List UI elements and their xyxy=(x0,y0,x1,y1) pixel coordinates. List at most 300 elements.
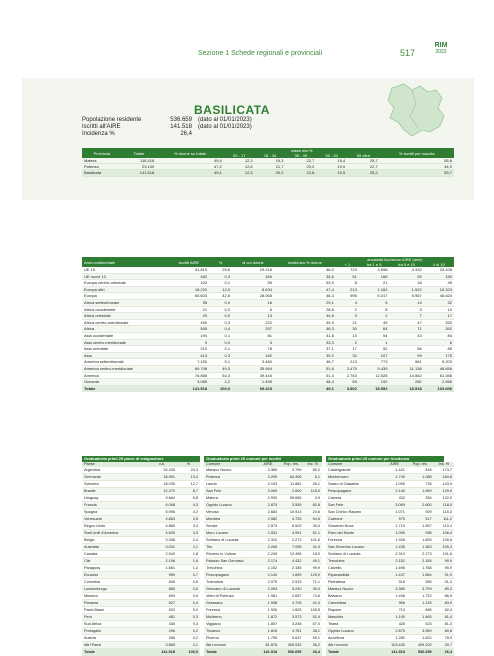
table-cell: 0,4 xyxy=(177,599,200,606)
table-cell: 818 xyxy=(407,467,434,474)
table-cell: 26,1 xyxy=(304,480,322,487)
table-cell: 107 xyxy=(359,352,390,359)
table-cell: 12,3 xyxy=(224,170,255,176)
table-cell: 2.152 xyxy=(382,557,407,564)
table-cell: 1.421 xyxy=(382,467,407,474)
countries-ranking-table xyxy=(82,462,200,656)
table-cell: 160,8 xyxy=(434,473,454,480)
table-row xyxy=(326,648,454,655)
table-row xyxy=(82,326,454,333)
table-cell: 713 xyxy=(382,606,407,613)
table-row xyxy=(82,313,454,320)
table-cell: 18.035 xyxy=(147,480,177,487)
table-cell: 210 xyxy=(169,346,209,353)
table-row xyxy=(82,620,200,627)
table-cell: Totale xyxy=(326,648,382,655)
municipalities-incidence-body xyxy=(326,467,454,656)
table-cell: 99 xyxy=(389,352,423,359)
table-cell: 0,2 xyxy=(177,627,200,634)
table-cell: 103.430 xyxy=(382,641,407,648)
table-cell: 2.540 xyxy=(147,550,177,557)
table-cell: 4.728 xyxy=(279,599,303,606)
table-cell: 22,8 xyxy=(285,170,316,176)
table-row xyxy=(204,522,322,529)
table-cell: 3.389 xyxy=(382,585,407,592)
table-cell: Asia orientale xyxy=(82,346,169,353)
table-cell: 48,7 xyxy=(274,359,336,366)
table-row xyxy=(82,543,200,550)
table-caption: Graduatoria primi 25 comuni per iscritti xyxy=(204,456,322,462)
table-cell: Regno Unito xyxy=(82,522,147,529)
table-cell: Asia xyxy=(82,352,169,359)
table-cell: 0,0 xyxy=(209,306,232,313)
table-cell: 52 xyxy=(359,346,390,353)
table-row xyxy=(204,529,322,536)
table-cell: 12.270 xyxy=(147,487,177,494)
table-cell: 143,9 xyxy=(434,480,454,487)
table-row xyxy=(82,385,454,392)
table-row xyxy=(204,648,322,655)
table-cell: 1.465 xyxy=(407,613,434,620)
table-cell: 175 xyxy=(424,352,454,359)
table-cell: 1.815 xyxy=(257,627,279,634)
table-cell: 432 xyxy=(382,494,407,501)
table-cell: 0,4 xyxy=(209,326,232,333)
table-cell: 4.609 xyxy=(147,529,177,536)
table-cell: 3.799 xyxy=(407,585,434,592)
table-row xyxy=(82,480,200,487)
table-cell: 12.496 xyxy=(279,550,303,557)
table-cell: Lauria xyxy=(204,480,257,487)
table-cell: 2.600 xyxy=(407,501,434,508)
table-cell: 3.799 xyxy=(279,467,303,474)
table-cell: 2.875 xyxy=(382,627,407,634)
table-row xyxy=(326,543,454,550)
fact-row xyxy=(82,131,192,137)
table-cell: 91,9 xyxy=(434,571,454,578)
table-cell: 3 xyxy=(389,306,423,313)
table-cell: 5.203 xyxy=(424,359,454,366)
table-row xyxy=(204,564,322,571)
table-row xyxy=(82,280,454,287)
table-cell: 5.017 xyxy=(359,293,390,300)
table-cell: 2.196 xyxy=(147,557,177,564)
fact-label: Iscritti all'AIRE xyxy=(82,124,121,130)
fact-row xyxy=(82,117,252,123)
table-cell: Sotriano di Lucania xyxy=(326,550,382,557)
table-cell: 461 xyxy=(147,613,177,620)
table-cell: 7 xyxy=(389,313,423,320)
table-cell: 43 xyxy=(389,332,423,339)
table-cell: Austria xyxy=(82,634,147,641)
table-cell: 1.768 xyxy=(407,564,434,571)
table-cell: Brasile xyxy=(82,487,147,494)
col-header: Pop. res. xyxy=(279,462,303,467)
table-cell: 4.432 xyxy=(279,557,303,564)
table-cell: 5.240 xyxy=(279,585,303,592)
table-row xyxy=(326,494,454,501)
table-cell: 1.437 xyxy=(382,571,407,578)
table-cell: 150 xyxy=(424,273,454,280)
table-row xyxy=(82,365,454,372)
table-cell: 555 xyxy=(169,326,209,333)
table-cell: 2.582 xyxy=(257,515,279,522)
col-header: 50 - 64 xyxy=(316,153,347,158)
table-cell: 29,1 xyxy=(274,299,336,306)
table-cell: 54,3 xyxy=(209,372,232,379)
rim-logo xyxy=(427,42,455,62)
col-header: Iscritti AIRE xyxy=(169,257,209,267)
table-cell: Stati Uniti d'America xyxy=(82,529,147,536)
table-row xyxy=(204,473,322,480)
table-cell: 81.878 xyxy=(257,641,279,648)
table-cell: 9.664 xyxy=(147,494,177,501)
table-cell: 13,4 xyxy=(177,473,200,480)
table-cell: 3.248 xyxy=(279,620,303,627)
table-cell: 129,0 xyxy=(304,571,322,578)
table-cell: Potenza xyxy=(204,473,257,480)
table-row xyxy=(82,319,454,326)
table-row xyxy=(204,578,322,585)
table-cell: 0,6 xyxy=(177,585,200,592)
table-cell: 46,3 xyxy=(274,293,336,300)
table-cell: 2,4 xyxy=(177,536,200,543)
table-cell xyxy=(389,339,423,346)
table-cell: 6 xyxy=(424,339,454,346)
table-cell: 1.071 xyxy=(382,508,407,515)
table-cell: Rionero in Vulture xyxy=(204,550,257,557)
table-cell: 28.065 xyxy=(232,293,274,300)
table-cell: 49,4 xyxy=(156,158,224,164)
table-cell: 173,7 xyxy=(434,467,454,474)
table-cell: Cile xyxy=(82,557,147,564)
table-cell: 55 xyxy=(169,299,209,306)
table-cell: 91,3 xyxy=(434,578,454,585)
table-cell: 4.761 xyxy=(279,627,303,634)
table-cell: 1.926 xyxy=(382,536,407,543)
table-row xyxy=(326,641,454,648)
table-cell: 59 xyxy=(336,379,359,386)
table-cell: Matera xyxy=(82,158,122,164)
table-cell: 9 xyxy=(169,339,209,346)
table-cell: 76.858 xyxy=(169,372,209,379)
table-cell: Picerno xyxy=(204,634,257,641)
table-cell: 55,6 xyxy=(380,158,454,164)
table-cell: 10 xyxy=(424,306,454,313)
table-cell: 2,2 xyxy=(209,379,232,386)
table-cell: 435 xyxy=(147,620,177,627)
table-cell: 516 xyxy=(382,578,407,585)
table-cell: 536.659 xyxy=(279,648,303,655)
table-cell: 2.174 xyxy=(257,557,279,564)
table-cell: 47,2 xyxy=(156,164,224,170)
table-cell: 3.573 xyxy=(279,613,303,620)
table-cell: Calvello xyxy=(326,564,382,571)
table-row xyxy=(326,515,454,522)
basilicata-map-icon xyxy=(382,80,452,140)
table-cell: 845 xyxy=(147,578,177,585)
page-number: 517 xyxy=(400,48,416,58)
table-cell: 44,8 xyxy=(274,313,336,320)
table-cell: 2.531 xyxy=(257,529,279,536)
table-cell: 3 xyxy=(336,313,359,320)
table-cell: 354 xyxy=(407,494,434,501)
table-cell: 55 xyxy=(232,280,274,287)
table-cell: 0,4 xyxy=(177,606,200,613)
table-cell: 0,0 xyxy=(209,299,232,306)
table-cell: 71 xyxy=(389,326,423,333)
table-cell: 19,3 xyxy=(255,158,286,164)
countries-ranking-body xyxy=(82,467,200,656)
table-cell: 26,4 xyxy=(434,648,454,655)
col-header: tra 1 e 5 xyxy=(359,262,390,267)
table-cell: 5,1 xyxy=(209,359,232,366)
table-row xyxy=(82,352,454,359)
document-page xyxy=(22,28,474,654)
table-cell: 110,4 xyxy=(434,522,454,529)
table-cell: Calvera xyxy=(326,494,382,501)
table-row xyxy=(326,564,454,571)
table-row xyxy=(204,585,322,592)
table-cell: 28,6 xyxy=(274,306,336,313)
table-cell: Asia occidentale xyxy=(82,332,169,339)
table-cell: 19,9 xyxy=(316,164,347,170)
table-cell: Vietri di Potenza xyxy=(204,592,257,599)
continent-table-body xyxy=(82,267,454,392)
table-cell: 0,3 xyxy=(177,613,200,620)
table-cell: Paesi Bassi xyxy=(82,606,147,613)
table-cell: Palazzo San Gervasio xyxy=(204,557,257,564)
municipalities-registered-table xyxy=(204,462,322,656)
table-cell: 12.528 xyxy=(359,372,390,379)
table-cell: 129,0 xyxy=(434,487,454,494)
table-cell: Svizzera xyxy=(82,480,147,487)
table-cell: 2.573 xyxy=(257,522,279,529)
table-cell: 49 xyxy=(359,319,390,326)
table-cell: 18.991 xyxy=(147,473,177,480)
table-cell: Forenza xyxy=(326,536,382,543)
table-cell: Matera xyxy=(204,494,257,501)
table-row xyxy=(326,522,454,529)
table-cell: 31,9 xyxy=(304,543,322,550)
table-cell: 2.075 xyxy=(257,578,279,585)
table-cell: 2.152 xyxy=(257,564,279,571)
table-cell: 527 xyxy=(147,599,177,606)
table-cell: Potenza xyxy=(82,164,122,170)
table-cell: 51,3 xyxy=(274,372,336,379)
table-cell: 961 xyxy=(389,359,423,366)
table-cell: UE nuovi 13 xyxy=(82,273,169,280)
table-cell: 2.600 xyxy=(279,487,303,494)
table-cell: 2.249 xyxy=(257,550,279,557)
table-cell: 773 xyxy=(359,359,390,366)
table-row xyxy=(82,293,454,300)
table-cell: Balvano xyxy=(326,592,382,599)
table-cell: 5.996 xyxy=(147,508,177,515)
table-cell: 213 xyxy=(336,359,359,366)
table-cell: 21 xyxy=(359,280,390,287)
table-cell: Perù xyxy=(82,613,147,620)
table-cell: 141.518 xyxy=(257,648,279,655)
table-cell: Forenza xyxy=(204,606,257,613)
table-row xyxy=(326,571,454,578)
table-cell: Australia xyxy=(82,543,147,550)
table-cell: 1.981 xyxy=(257,592,279,599)
table-cell: 1.938 xyxy=(257,599,279,606)
table-cell: San Chirico Raparo xyxy=(326,508,382,515)
table-cell: 482 xyxy=(169,273,209,280)
table-cell: 7.150 xyxy=(169,359,209,366)
table-cell: 35.964 xyxy=(232,365,274,372)
table-cell: 105,5 xyxy=(304,606,322,613)
table-cell: 2.273 xyxy=(279,536,303,543)
table-cell: Marsico Nuovo xyxy=(326,585,382,592)
table-cell: 57,0 xyxy=(304,620,322,627)
table-cell: 213 xyxy=(336,286,359,293)
table-cell: 12,6 xyxy=(224,164,255,170)
table-row xyxy=(82,273,454,280)
table-cell: Sud Africa xyxy=(82,620,147,627)
table-cell: 2.155 xyxy=(407,557,434,564)
table-cell: Venezuela xyxy=(82,515,147,522)
table-cell: 100,0 xyxy=(177,648,200,655)
table-cell: 166 xyxy=(359,273,390,280)
table-cell: 51 xyxy=(336,273,359,280)
table-cell: Trecchina xyxy=(204,564,257,571)
table-row xyxy=(82,339,454,346)
table-cell: Messico xyxy=(82,592,147,599)
table-cell: 2.763 xyxy=(336,372,359,379)
table-cell: 3.802 xyxy=(336,385,359,392)
table-cell: 1.696 xyxy=(382,564,407,571)
col-header: ≥ di 10 xyxy=(424,262,454,267)
table-cell: 95 xyxy=(389,273,423,280)
table-cell: Colombia xyxy=(82,578,147,585)
table-cell: 102 xyxy=(169,280,209,287)
table-cell: Montemurro xyxy=(326,473,382,480)
table-cell: 32 xyxy=(336,352,359,359)
table-row xyxy=(82,571,200,578)
table-cell: Teana xyxy=(326,620,382,627)
table-cell: 45 xyxy=(424,280,454,287)
table-cell: 1.055 xyxy=(382,480,407,487)
table-cell: 6.529 xyxy=(279,522,303,529)
table-cell: 38,1 xyxy=(304,627,322,634)
table-cell: 2.556 xyxy=(424,379,454,386)
table-row xyxy=(82,592,200,599)
table-cell: Paraguay xyxy=(82,564,147,571)
table-row xyxy=(82,557,200,564)
table-cell: 84 xyxy=(424,332,454,339)
table-cell: 29,6 xyxy=(209,267,232,273)
table-cell: 7.095 xyxy=(279,543,303,550)
table-cell: Cancellara xyxy=(326,599,382,606)
table-cell: 33,3 xyxy=(274,339,336,346)
table-cell: 0,5 xyxy=(177,592,200,599)
fact-value: 536.659 xyxy=(170,117,192,123)
col-header: 35 - 49 xyxy=(285,153,316,158)
group-header: classi età % xyxy=(224,148,380,153)
table-cell: San Severino Lucano xyxy=(326,543,382,550)
table-cell: Muro Lucano xyxy=(204,529,257,536)
table-cell: 3,4 xyxy=(177,522,200,529)
table-cell: 41,8 xyxy=(274,332,336,339)
table-row xyxy=(82,346,454,353)
col-header: 00 - 17 xyxy=(224,153,255,158)
table-cell: Asia centro-meridionale xyxy=(82,339,169,346)
table-cell: 2.930 xyxy=(257,494,279,501)
table-cell: 733 xyxy=(407,480,434,487)
table-cell: 1,8 xyxy=(177,550,200,557)
table-cell: Marsico Nuovo xyxy=(204,467,257,474)
table-cell: 392 xyxy=(424,326,454,333)
table-cell: 0,3 xyxy=(209,273,232,280)
table-row xyxy=(204,550,322,557)
table-cell: 23.100 xyxy=(122,164,157,170)
table-cell: 14 xyxy=(389,299,423,306)
table-cell: 59,1 xyxy=(304,634,322,641)
table-row xyxy=(204,620,322,627)
table-cell: 1.363 xyxy=(407,543,434,550)
table-cell: 30 xyxy=(336,326,359,333)
table-row xyxy=(204,515,322,522)
table-cell: 6.068 xyxy=(147,501,177,508)
table-cell: 2.875 xyxy=(257,501,279,508)
col-header: Provincia xyxy=(82,148,122,158)
table-cell: 1.495 xyxy=(232,379,274,386)
table-cell: 10.913 xyxy=(279,508,303,515)
table-cell: 29 xyxy=(169,313,209,320)
table-cell: 141.518 xyxy=(382,648,407,655)
table-cell: 333 xyxy=(424,319,454,326)
table-cell: Moliterno xyxy=(204,613,257,620)
table-cell: Maschito xyxy=(326,613,382,620)
countries-ranking xyxy=(82,456,200,656)
table-cell: 266 xyxy=(147,634,177,641)
table-cell: 2.683 xyxy=(257,508,279,515)
col-header: Area continentale xyxy=(82,257,169,267)
table-cell: 1.557 xyxy=(407,522,434,529)
table-cell: 81,3 xyxy=(434,620,454,627)
table-cell: 3.338 xyxy=(147,536,177,543)
table-cell: 305.532 xyxy=(279,641,303,648)
table-cell: 103.606 xyxy=(424,385,454,392)
table-row xyxy=(204,641,322,648)
col-header: Totale xyxy=(122,148,157,158)
table-cell: Africa occidentale xyxy=(82,306,169,313)
table-row xyxy=(326,487,454,494)
table-cell: 19.216 xyxy=(232,267,274,273)
table-cell: 99,9 xyxy=(304,564,322,571)
table-cell: 8.634 xyxy=(232,286,274,293)
table-cell: 425 xyxy=(382,620,407,627)
table-row xyxy=(326,501,454,508)
table-row xyxy=(204,634,322,641)
table-cell: Ecuador xyxy=(82,571,147,578)
col-header: Paese xyxy=(82,462,147,467)
table-cell: 44,0 xyxy=(380,164,454,170)
table-cell: 0,1 xyxy=(209,346,232,353)
table-row xyxy=(204,599,322,606)
table-cell: 21 xyxy=(336,319,359,326)
table-cell: 24,3 xyxy=(177,467,200,474)
table-row xyxy=(82,564,200,571)
table-cell: 42,8 xyxy=(209,293,232,300)
fact-label: Incidenza % xyxy=(82,131,115,137)
table-cell: 115,3 xyxy=(434,508,454,515)
col-header: Pop. res. xyxy=(407,462,434,467)
table-cell: 1.926 xyxy=(257,606,279,613)
